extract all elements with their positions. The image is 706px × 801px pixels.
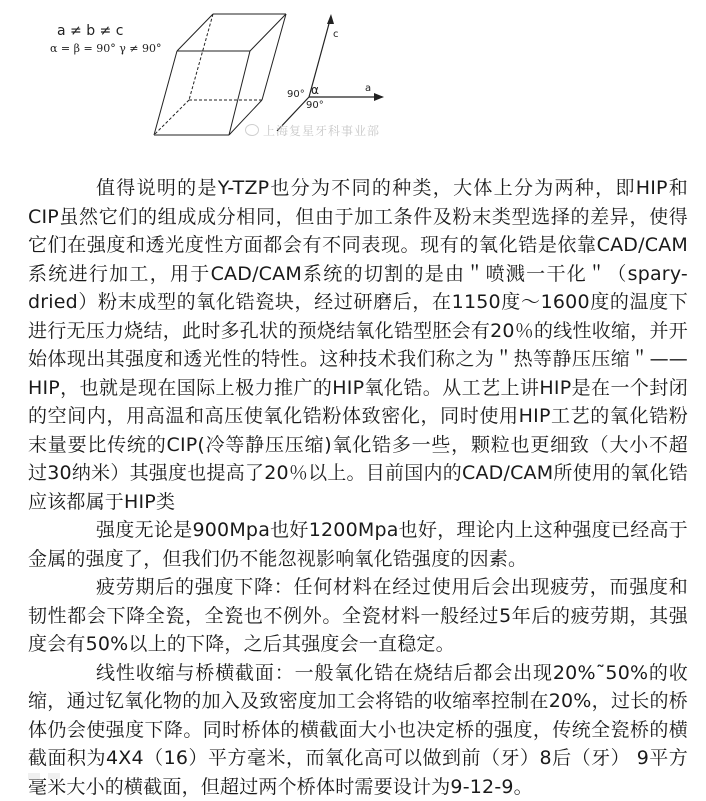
lattice-angles: α = β = 90° γ ≠ 90° — [50, 42, 161, 55]
a-axis-arrow-icon — [374, 93, 384, 101]
cropped-bottom-content — [28, 768, 88, 779]
c-axis-arrow-icon — [327, 14, 334, 24]
angle-label-left: 90° — [287, 89, 305, 100]
cropped-glyph — [48, 773, 60, 779]
article-body — [28, 174, 688, 801]
watermark — [245, 122, 380, 139]
watermark-text: 上海复星牙科事业部 — [263, 124, 380, 138]
axis-label-alpha: α — [311, 83, 319, 97]
paragraph-fatigue: 疲劳期后的强度下降：任何材料在经过使用后会出现疲劳，而强度和韧性都会下降全瓷，全瓷也不例外。全瓷材料一般经过5年后的疲劳期，其强度会有50%以上的下降，之后其强度会一直稳定。 — [28, 573, 688, 659]
angle-label-bottom: 90° — [306, 100, 324, 111]
axis-label-c: c — [333, 29, 339, 40]
axes — [277, 20, 376, 131]
axis-label-a: a — [365, 83, 371, 94]
paragraph-ytzp-types: 值得说明的是Y-TZP也分为不同的种类，大体上分为两种，即HIP和CIP虽然它们的组成成分相同，但由于加工条件及粉末类型选择的差异，使得它们在强度和透光度性方面都会有不同表现。现有的氧化锆是依靠CAD/CAM系统进行加工，用于CAD/CAM系统的切割的是由＂喷溅一干化＂（spary-dried）粉末成型的氧化锆瓷块，经过研磨后，在1150度～1600度的温度下进行无压力烧结，此时多孔状的预烧结氧化锆型胚会有20％的线性收缩，并开始体现出其强度和透光性的特性。这种技术我们称之为＂热等静压压缩＂——HIP，也就是现在国际上极力推广的HIP氧化锆。从工艺上讲HIP是在一个封闭的空间内，用高温和高压使氧化锆粉体致密化，同时使用HIP工艺的氧化锆粉末量要比传统的CIP(冷等静压压缩)氧化锆多一些，颗粒也更细致（大小不超过30纳米）其强度也提高了20％以上。目前国内的CAD/CAM所使用的氧化锆应该都属于HIP类 — [28, 174, 688, 516]
wechat-icon — [245, 124, 259, 136]
lattice-inequality: a ≠ b ≠ c — [57, 23, 123, 39]
paragraph-strength: 强度无论是900Mpa也好1200Mpa也好，理论内上这种强度已经高于金属的强度了，但我们仍不能忽视影响氧化锆强度的因素。 — [28, 516, 688, 573]
paragraph-shrinkage: 线性收缩与桥横截面：一般氧化锆在烧结后都会出现20%˜50%的收缩，通过钇氧化物的加入及致密度加工会将锆的收缩率控制在20%，过长的桥体仍会使强度下降。同时桥体的横截面大小也决定桥的强度，传统全瓷桥的横截面积为4X4（16）平方毫米，而氧化高可以做到前（牙）8后（牙） 9平方毫米大小的横截面，但超过两个桥体时需要设计为9-12-9。 — [28, 659, 688, 801]
crystal-lattice-figure — [0, 0, 420, 145]
cropped-glyph — [28, 773, 40, 779]
